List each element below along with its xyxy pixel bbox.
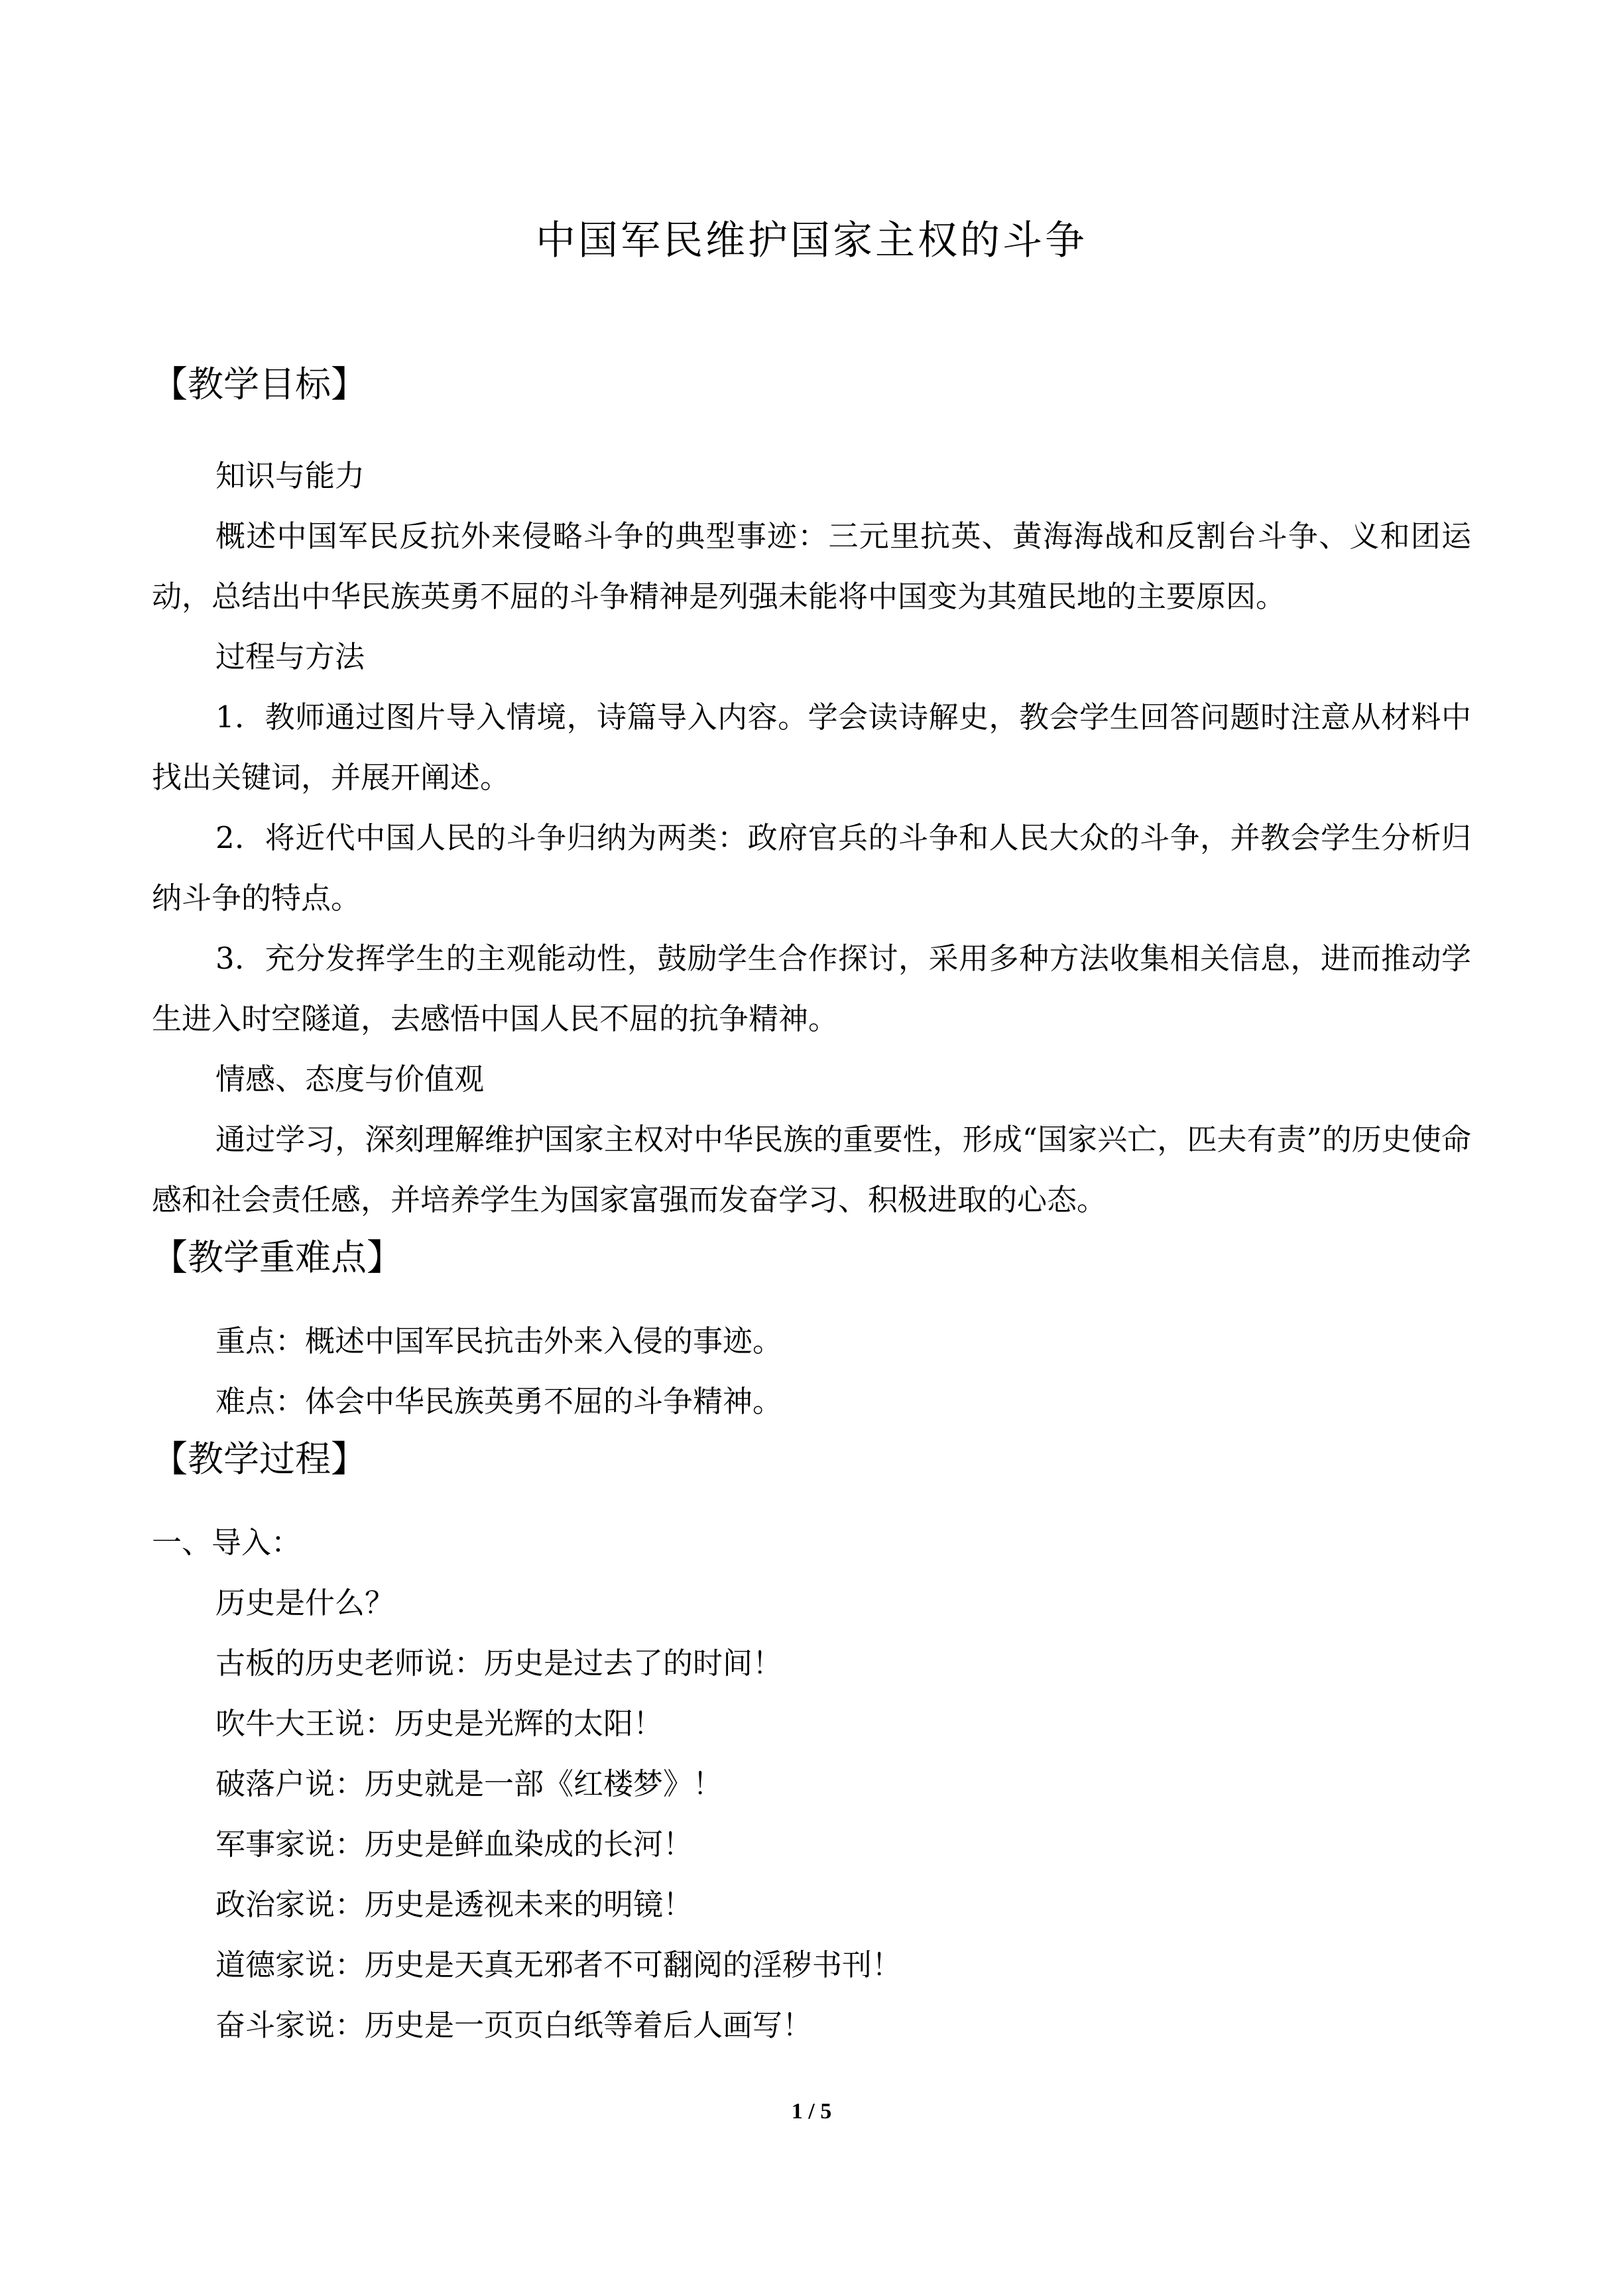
intro-line: 政治家说：历史是透视未来的明镜！ <box>215 1887 693 1922</box>
subheading-knowledge: 知识与能力 <box>215 458 365 493</box>
document-body <box>152 358 1471 2055</box>
process-item-3: 3．充分发挥学生的主观能动性，鼓励学生合作探讨，采用多种方法收集相关信息，进而推动学生进入时空隧道，去感悟中国人民不屈的抗争精神。 <box>152 941 1471 1036</box>
intro-line: 道德家说：历史是天真无邪者不可翻阅的淫秽书刊！ <box>215 1947 902 1982</box>
process-item-2: 2．将近代中国人民的斗争归纳为两类：政府官兵的斗争和人民大众的斗争，并教会学生分析归纳斗争的特点。 <box>152 820 1471 916</box>
key-point-difficulty: 难点：体会中华民族英勇不屈的斗争精神。 <box>215 1384 783 1419</box>
paragraph-emotion: 通过学习，深刻理解维护国家主权对中华民族的重要性，形成“国家兴亡，匹夫有责”的历史使命感和社会责任感，并培养学生为国家富强而发奋学习、积极进取的心态。 <box>152 1122 1471 1217</box>
subheading-emotion: 情感、态度与价值观 <box>215 1061 485 1097</box>
intro-label: 一、导入： <box>152 1525 302 1560</box>
intro-line: 军事家说：历史是鲜血染成的长河！ <box>215 1827 693 1862</box>
intro-line: 奋斗家说：历史是一页页白纸等着后人画写！ <box>215 2008 813 2043</box>
intro-line: 古板的历史老师说：历史是过去了的时间！ <box>215 1646 783 1681</box>
section-heading-key-points: 【教学重难点】 <box>152 1237 402 1278</box>
paragraph-knowledge: 概述中国军民反抗外来侵略斗争的典型事迹：三元里抗英、黄海海战和反割台斗争、义和团运动，总结出中华民族英勇不屈的斗争精神是列强未能将中国变为其殖民地的主要原因。 <box>152 518 1471 614</box>
intro-line: 吹牛大王说：历史是光辉的太阳！ <box>215 1706 664 1741</box>
section-heading-objectives: 【教学目标】 <box>152 363 367 405</box>
intro-line: 历史是什么？ <box>215 1585 395 1620</box>
page-number: 1 / 5 <box>791 2099 832 2124</box>
subheading-process-method: 过程与方法 <box>215 639 365 674</box>
section-heading-process: 【教学过程】 <box>152 1438 367 1480</box>
key-point-focus: 重点：概述中国军民抗击外来入侵的事迹。 <box>215 1323 783 1359</box>
process-item-1: 1．教师通过图片导入情境，诗篇导入内容。学会读诗解史，教会学生回答问题时注意从材料中找出关键词，并展开阐述。 <box>152 699 1471 795</box>
document-title: 中国军民维护国家主权的斗争 <box>536 217 1087 264</box>
intro-line: 破落户说：历史就是一部《红楼梦》！ <box>215 1766 723 1801</box>
